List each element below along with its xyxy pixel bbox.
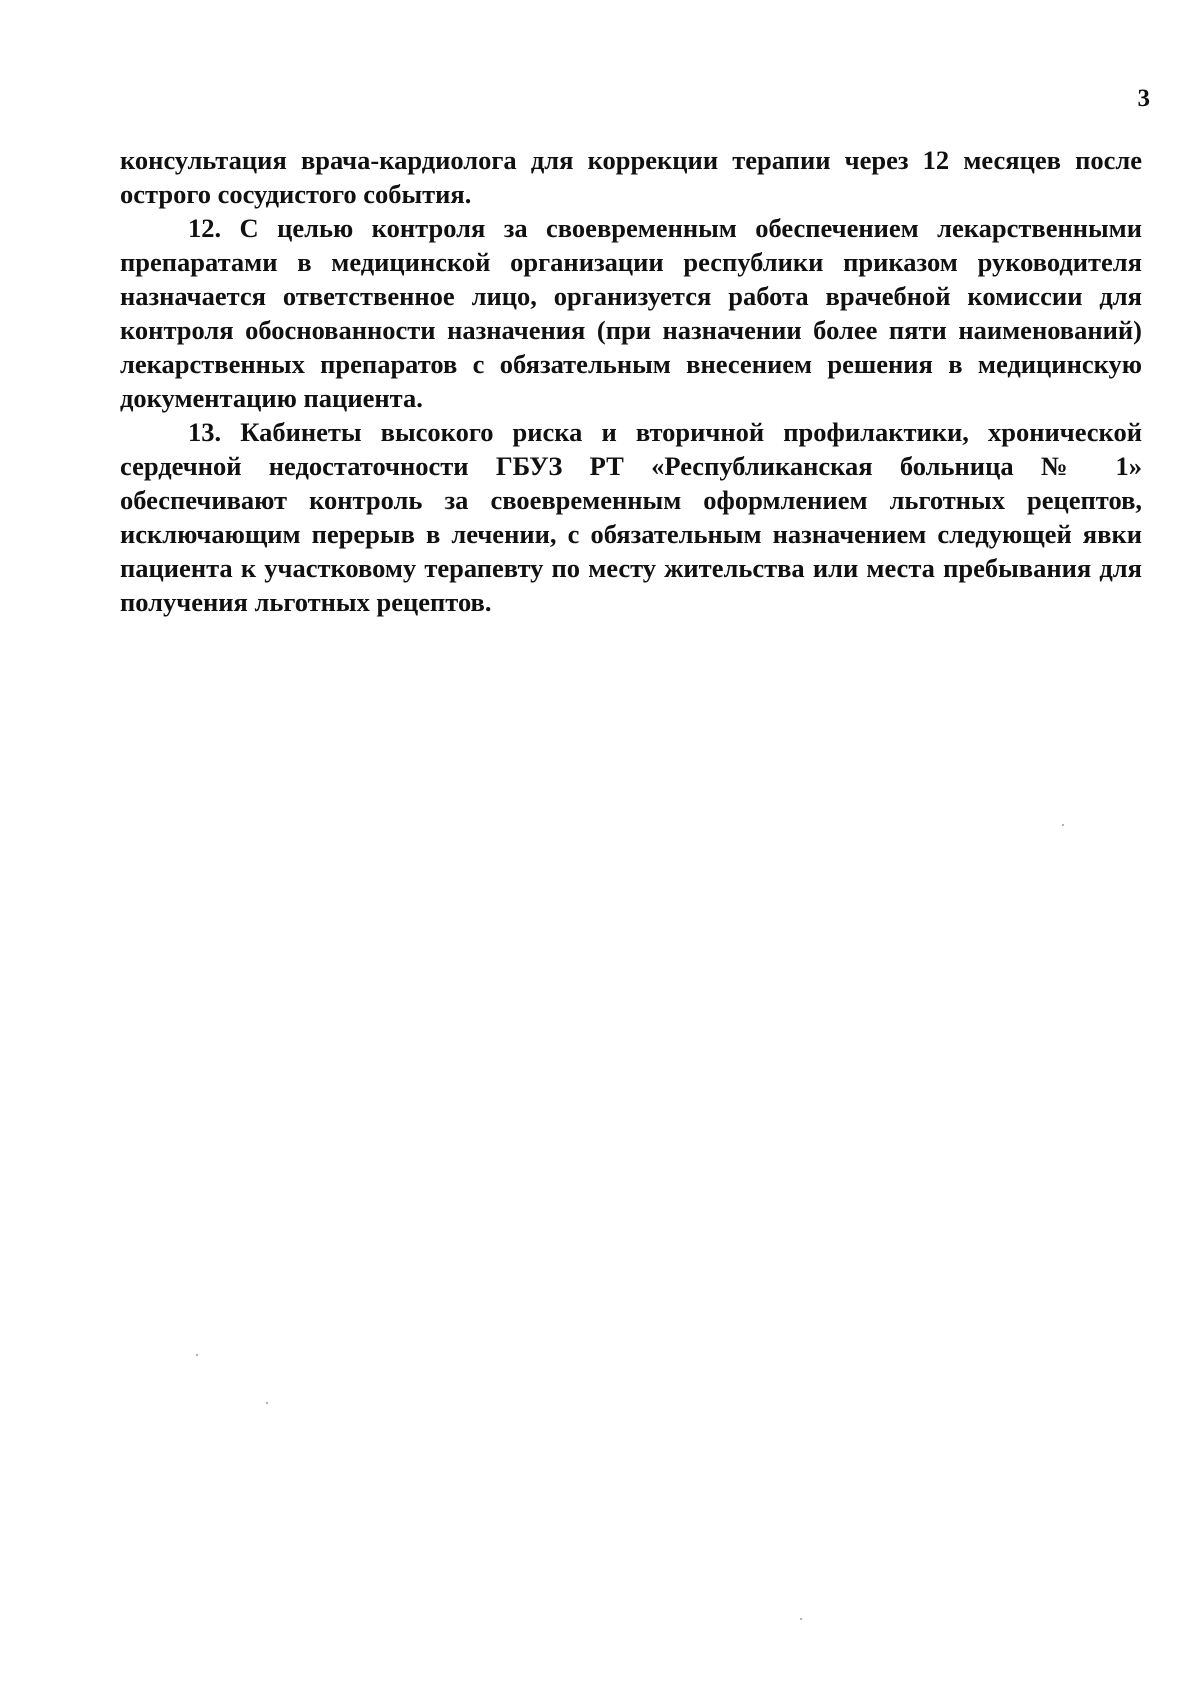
scan-speck — [800, 1618, 802, 1620]
document-body — [120, 143, 1142, 619]
scan-speck — [1062, 824, 1064, 826]
page-number: 3 — [1137, 85, 1150, 112]
paragraph-item-12: 12. С целью контроля за своевременным обеспечением лекарственными препаратами в медицинской организации республики приказом руководителя назначается ответственное лицо, организуется работа врачебной комиссии для контроля обоснованности назначения (при назначении более пяти наименований) лекарственных препаратов с обязательным внесением решения в медицинскую документацию пациента. — [120, 213, 1142, 413]
scan-speck — [196, 1354, 198, 1356]
paragraph-item-13: 13. Кабинеты высокого риска и вторичной профилактики, хронической сердечной недостаточности ГБУЗ РТ «Республиканская больница № 1» обеспечивают контроль за своевременным оформлением льготных рецептов, исключающим перерыв в лечении, с обязательным назначением следующей явки пациента к участковому терапевту по месту жительства или места пребывания для получения льготных рецептов. — [120, 417, 1142, 617]
scan-speck — [266, 1402, 268, 1404]
paragraph-continuation: консультация врача-кардиолога для коррекции терапии через 12 месяцев после острого сосудистого события. — [120, 145, 1142, 209]
